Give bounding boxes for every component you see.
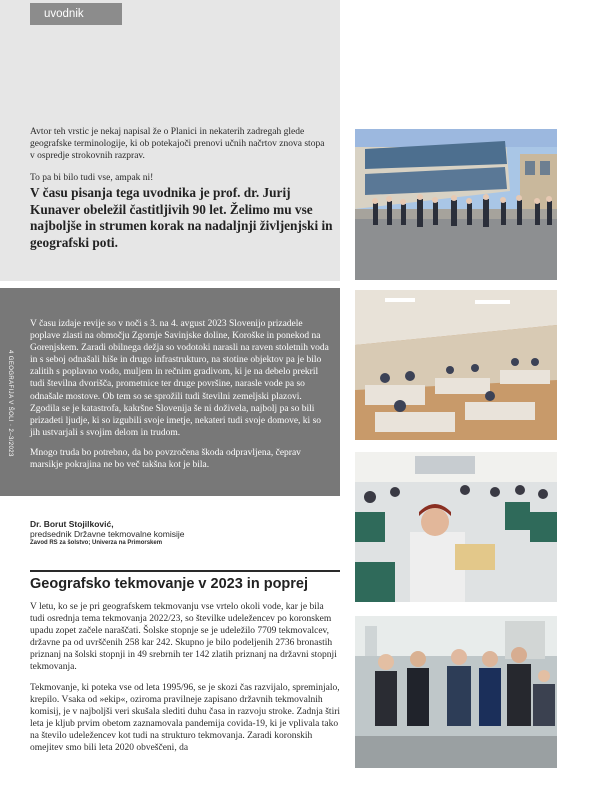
flood-paragraph: V času izdaje revije so v noči s 3. na 4. avgust 2023 Slovenijo prizadele poplave zlasti na območju Zgornje Savinjske doline, Koroške in ponekod na Gorenjskem. Zaradi obilnega dežja so vodotoki narasli na raven stoletnih voda in s seboj odnašali hiše in drugo infrastrukturo, na stotine objektov pa je bilo zalitih s poplavno vodo, muljem in rečnim gradivom, ki je na debelo prekril tudi številna dvorišča, prometnice ter druge površine, narasle vode pa so odnašale mostove. Ob tem so se sprožili tudi številni zemeljski plazovi. Zgodila se je katastrofa, kakršne Slovenija še ni doživela, najbolj pa so bili prizadeti ljudje, ki so izgubili svoje imetje, nekateri tudi svoje domove, ki so jih ustvarjali s svojim delom in trudom.	[30, 319, 329, 438]
signature-institution: Zavod RS za šolstvo; Univerza na Primorskem	[30, 540, 163, 546]
photo-group	[355, 616, 557, 768]
article-body	[30, 601, 340, 762]
flood-text	[30, 318, 330, 479]
side-caption	[5, 350, 15, 500]
signature-role: predsednik Državne tekmovalne komisije	[30, 529, 185, 539]
section-divider	[30, 570, 340, 572]
photo-courtyard	[355, 129, 557, 280]
photo-teacher	[355, 452, 557, 602]
side-caption-text: 4 GEOGRAFIJA V ŠOLI · 2–3/2023	[7, 350, 13, 457]
lead-intro: To pa bi bilo tudi vse, ampak ni!	[30, 173, 154, 183]
body-paragraph: Tekmovanje, ki poteka vse od leta 1995/96, se je skozi čas razvijalo, spreminjalo, krepilo. Vsaka od »ekip«, oziroma pravilneje zapisano državnih tekmovalnih komisij, je v najboljši veri skušala slediti duhu časa in razvoju stroke. Zadnja štiri leta je kljub prvim obetom zaznamovala pandemija covida-19, ki je vplivala tako na število udeležencev kot tudi na strukturo tekmovanja. Zaradi koronskih omejitev smo bili leta 2020 obveščeni, da	[30, 682, 341, 754]
body-paragraph: V letu, ko se je pri geografskem tekmovanju vse vrtelo okoli vode, kar je bila tudi osrednja tema tekmovanja 2022/23, so številke udeležencev po koronskem upadu zopet začele naraščati. Šolske stopnje se je udeležilo 7709 tekmovalcev, državne pa od uvrščenih 258 kar 242. Skupno je bilo podeljenih 2736 bronastih priznanj na šolski stopnji in 49 srebrnih ter 142 zlatih priznanj na državni stopnji tekmovanja.	[30, 602, 337, 673]
flood-paragraph: Mnogo truda bo potrebno, da bo povzročena škoda odpravljena, čeprav marsikje pokrajina ne bo več takšna kot je bila.	[30, 447, 301, 471]
section-heading: Geografsko tekmovanje v 2023 in poprej	[30, 576, 309, 592]
signature-name: Dr. Borut Stojilković,	[30, 519, 114, 529]
intro-paragraph: Avtor teh vrstic je nekaj napisal že o Planici in nekaterih zadregah glede geografske terminologije, ki ob potekajoči prenovi učnih načrtov znova stopa v ospredje strokovnih razprav.	[30, 127, 325, 161]
photo-classroom	[355, 290, 557, 440]
section-tag: uvodnik	[30, 3, 122, 25]
lead-bold: V času pisanja tega uvodnika je prof. dr. Jurij Kunaver obeležil častitljivih 90 let. Želimo mu vse najboljše in strumen korak na nadaljnji življenjski in geografski poti.	[30, 185, 333, 250]
